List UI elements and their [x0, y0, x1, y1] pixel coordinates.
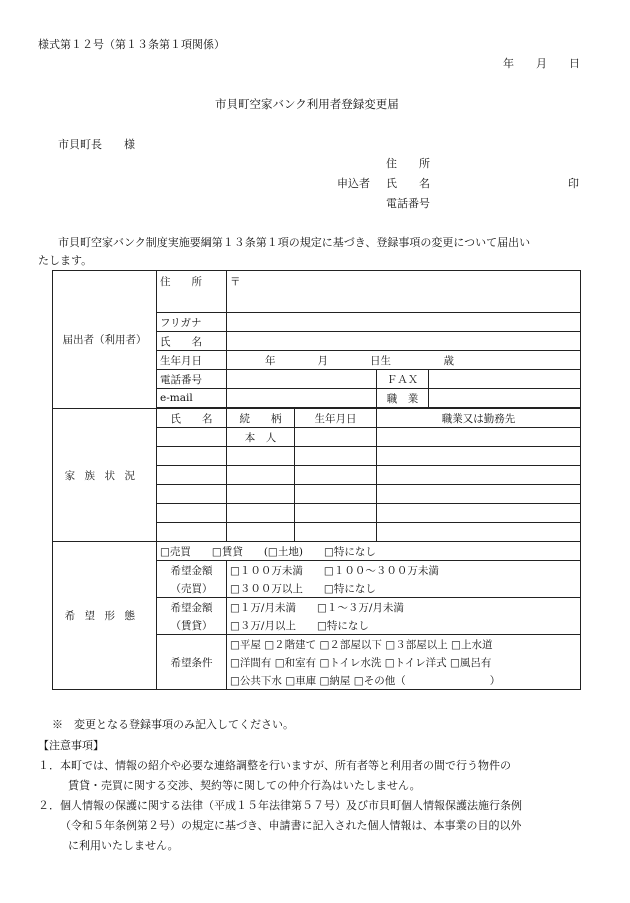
- family-header-job: 職業又は勤務先: [377, 409, 581, 428]
- address-label: 住 所: [157, 271, 227, 313]
- family-self-label: 本 人: [227, 428, 295, 447]
- family-cell[interactable]: [377, 466, 581, 485]
- registration-form-table: [52, 270, 581, 690]
- family-cell[interactable]: [295, 466, 377, 485]
- birth-field[interactable]: 年 月 日生 歳: [227, 351, 581, 370]
- preference-section-label: 希望形態: [53, 542, 157, 690]
- sale-price-label: 希望金額: [157, 561, 227, 580]
- applicant-label: 申込者: [337, 177, 370, 190]
- applicant-name-label: 氏 名: [386, 177, 430, 190]
- postal-mark: 〒: [230, 276, 241, 288]
- family-section-label: 家族状況: [53, 409, 157, 542]
- family-header-birth: 生年月日: [295, 409, 377, 428]
- family-cell[interactable]: [227, 523, 295, 542]
- type-options[interactable]: □売買 □賃貸 (□土地) □特になし: [157, 542, 581, 561]
- condition-label: 希望条件: [157, 635, 227, 690]
- intro-line-2: たします。: [38, 254, 93, 267]
- family-cell[interactable]: [157, 485, 227, 504]
- family-header-relation: 続 柄: [227, 409, 295, 428]
- intro-line-1: 市貝町空家バンク制度実施要綱第１３条第１項の規定に基づき、登録事項の変更について届出い: [58, 236, 531, 249]
- family-cell[interactable]: [377, 447, 581, 466]
- note-1-line-2: 賃貸・売買に関する交渉、契約等に関しての仲介行為はいたしません。: [68, 779, 421, 792]
- addressee: 市貝町長 様: [58, 138, 135, 151]
- applicant-section-label: 届出者（利用者）: [53, 271, 157, 409]
- family-cell[interactable]: [295, 504, 377, 523]
- sale-price-options-2[interactable]: □３００万以上 □特になし: [227, 579, 581, 598]
- family-cell[interactable]: [295, 428, 377, 447]
- family-cell[interactable]: [295, 447, 377, 466]
- email-field[interactable]: [227, 389, 377, 408]
- job-label: 職 業: [377, 389, 429, 408]
- phone-field[interactable]: [227, 370, 377, 389]
- fax-field[interactable]: [429, 370, 581, 389]
- family-cell[interactable]: [157, 428, 227, 447]
- family-cell[interactable]: [157, 504, 227, 523]
- applicant-address-label: 住 所: [386, 157, 430, 170]
- condition-options-3[interactable]: □公共下水 □車庫 □納屋 □その他（ ）: [227, 671, 581, 690]
- rent-price-options-2[interactable]: □３万/月以上 □特になし: [227, 616, 581, 635]
- remark: ※ 変更となる登録事項のみ記入してください。: [52, 718, 294, 731]
- note-1-line-1: １．本町では、情報の紹介や必要な連絡調整を行いますが、所有者等と利用者の間で行う物件の: [38, 759, 511, 772]
- furigana-field[interactable]: [227, 313, 581, 332]
- family-cell[interactable]: [227, 447, 295, 466]
- note-2-line-2: （令和５年条例第２号）の規定に基づき、申請書に記入された個人情報は、本事業の目的以外: [60, 819, 522, 832]
- rent-price-label: 希望金額: [157, 598, 227, 617]
- date-line: 年 月 日: [503, 57, 580, 70]
- page-title: 市貝町空家バンク利用者登録変更届: [215, 97, 399, 111]
- family-cell[interactable]: [227, 504, 295, 523]
- condition-options-1[interactable]: □平屋 □２階建て □２部屋以下 □３部屋以上 □上水道: [227, 635, 581, 654]
- name-field[interactable]: [227, 332, 581, 351]
- email-label: e-mail: [157, 389, 227, 408]
- family-cell[interactable]: [227, 466, 295, 485]
- birth-label: 生年月日: [157, 351, 227, 370]
- family-cell[interactable]: [157, 523, 227, 542]
- family-cell[interactable]: [377, 504, 581, 523]
- condition-options-2[interactable]: □洋間有 □和室有 □トイレ水洗 □トイレ洋式 □風呂有: [227, 653, 581, 671]
- applicant-phone-label: 電話番号: [386, 197, 430, 210]
- sale-price-options-1[interactable]: □１００万未満 □１００～３００万未満: [227, 561, 581, 580]
- family-cell[interactable]: [227, 485, 295, 504]
- family-cell[interactable]: [295, 485, 377, 504]
- family-cell[interactable]: [157, 447, 227, 466]
- seal-mark: 印: [568, 177, 579, 190]
- rent-price-sub-label: （賃貸）: [157, 616, 227, 635]
- family-header-name: 氏 名: [157, 409, 227, 428]
- family-cell[interactable]: [377, 485, 581, 504]
- address-field[interactable]: [227, 271, 581, 313]
- fax-label: ＦＡＸ: [377, 370, 429, 389]
- family-cell[interactable]: [295, 523, 377, 542]
- family-cell[interactable]: [377, 523, 581, 542]
- note-2-line-3: に利用いたしません。: [68, 839, 179, 852]
- phone-label: 電話番号: [157, 370, 227, 389]
- form-number: 様式第１２号（第１３条第１項関係）: [38, 38, 225, 51]
- note-2-line-1: ２．個人情報の保護に関する法律（平成１５年法律第５７号）及び市貝町個人情報保護法施行条例: [38, 799, 522, 812]
- furigana-label: フリガナ: [157, 313, 227, 332]
- family-cell[interactable]: [157, 466, 227, 485]
- name-label: 氏 名: [157, 332, 227, 351]
- rent-price-options-1[interactable]: □１万/月未満 □１～３万/月未満: [227, 598, 581, 617]
- job-field[interactable]: [429, 389, 581, 408]
- family-cell[interactable]: [377, 428, 581, 447]
- notes-header: 【注意事項】: [38, 739, 104, 752]
- sale-price-sub-label: （売買）: [157, 579, 227, 598]
